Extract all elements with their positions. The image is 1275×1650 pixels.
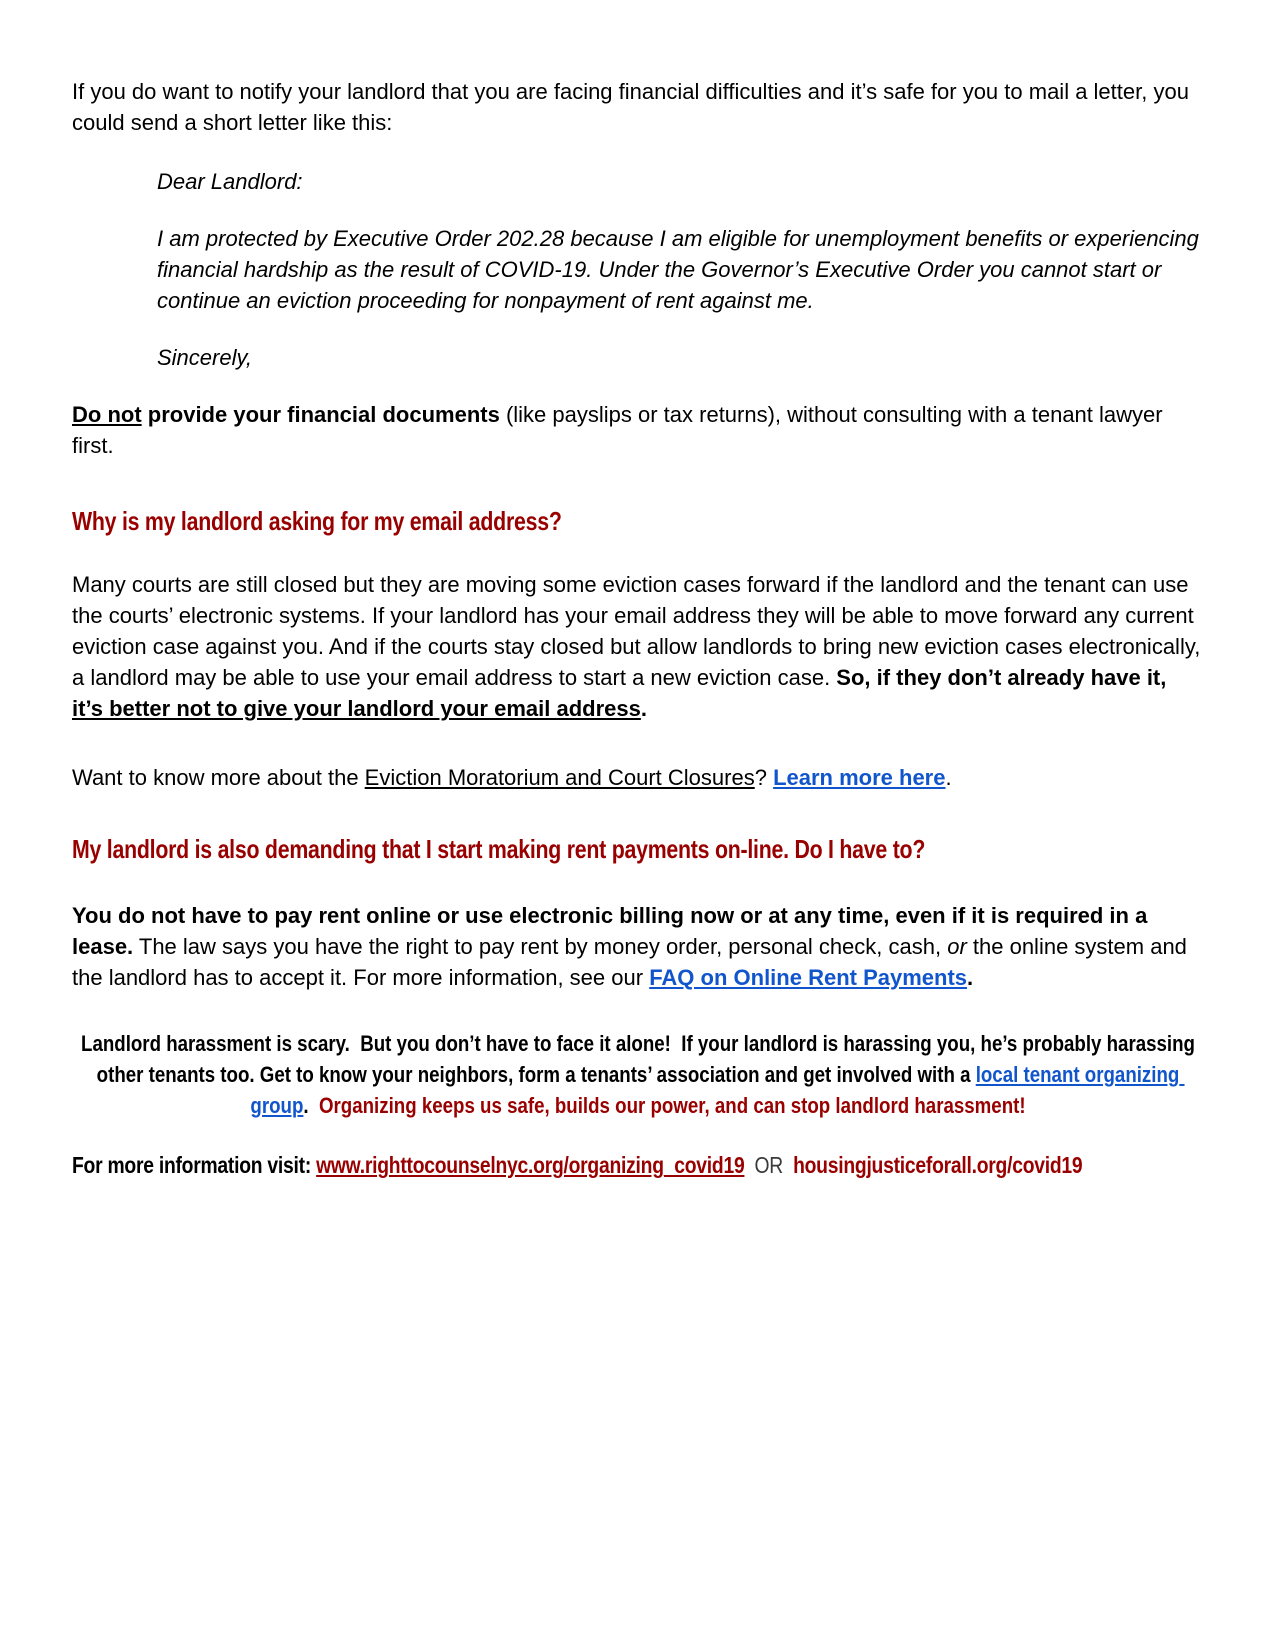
faq-online-rent-payments-link[interactable]: FAQ on Online Rent Payments: [649, 965, 968, 990]
harassment-red-text: Organizing keeps us safe, builds our power, and can stop landlord harassment!: [318, 1093, 1026, 1118]
footer-or-text: OR: [754, 1152, 784, 1178]
letter-salutation: Dear Landlord:: [157, 169, 303, 194]
footer-info-line: [72, 1149, 1083, 1181]
heading-online-payments: My landlord is also demanding that I start making rent payments on-line. Do I have to?: [72, 834, 926, 864]
harassment-period: .: [302, 1093, 319, 1118]
learn-more-link[interactable]: Learn more here: [773, 765, 946, 790]
learn-more-prefix: Want to know more about the: [72, 765, 365, 790]
courts-bold-underline: it’s better not to give your landlord your email address: [72, 696, 641, 721]
warning-rest: (like payslips or tax returns), without consulting with a tenant lawyer first.: [72, 402, 1163, 458]
housingjustice-link[interactable]: housingjusticeforall.org/covid19: [793, 1152, 1083, 1178]
harassment-paragraph: [72, 1028, 1203, 1121]
payments-period: .: [967, 965, 974, 990]
heading-email-address: Why is my landlord asking for my email address?: [72, 506, 562, 536]
courts-paragraph: [72, 569, 1203, 724]
financial-documents-warning: [72, 399, 1203, 461]
learn-more-period: .: [945, 765, 952, 790]
local-tenant-organizing-group-link[interactable]: local tenant organizing group: [249, 1062, 1185, 1118]
warning-do-not: Do not: [72, 402, 142, 427]
intro-paragraph: If you do want to notify your landlord that you are facing financial difficulties and it’s safe for you to mail a letter, you could send a short letter like this:: [72, 79, 1189, 135]
learn-more-question-mark: ?: [754, 765, 774, 790]
harassment-black-text: Landlord harassment is scary. But you don’t have to face it alone! If your landlord is harassing you, he’s probably harassing other tenants too. Get to know your neighbors, form a tenants’ association and get involved with a: [80, 1031, 1200, 1087]
letter-closing: Sincerely,: [157, 345, 252, 370]
courts-bold: So, if they don’t already have it,: [836, 665, 1167, 690]
footer-label: For more information visit:: [72, 1152, 317, 1178]
payments-italic-or: or: [947, 934, 967, 959]
warning-bold: provide your financial documents: [141, 402, 500, 427]
payments-regular-1: The law says you have the right to pay rent by money order, personal check, cash,: [133, 934, 948, 959]
moratorium-underlined-text: Eviction Moratorium and Court Closures: [364, 765, 755, 790]
learn-more-line: [72, 762, 1203, 793]
letter-body: I am protected by Executive Order 202.28 because I am eligible for unemployment benefits or experiencing financial hardship as the result of COVID-19. Under the Governor’s Executive Order you cannot start or continue an eviction proceeding for nonpayment of rent against me.: [157, 226, 1199, 313]
payments-regular-2: the online system and the landlord has to accept it. For more information, see our: [72, 934, 1187, 990]
payments-bold-sentence: You do not have to pay rent online or use electronic billing now or at any time, even if it is required in a lease.: [72, 903, 1148, 959]
payments-paragraph: [72, 900, 1203, 993]
courts-bold-period: .: [640, 696, 647, 721]
righttocounsel-link[interactable]: www.righttocounselnyc.org/organizing_covid19: [316, 1152, 745, 1178]
courts-regular: Many courts are still closed but they are moving some eviction cases forward if the landlord and the tenant can use the courts’ electronic systems. If your landlord has your email address they will be able to move forward any current eviction case against you. And if the courts stay closed but allow landlords to bring new eviction cases electronically, a landlord may be able to use your email address to start a new eviction case.: [72, 572, 1201, 690]
